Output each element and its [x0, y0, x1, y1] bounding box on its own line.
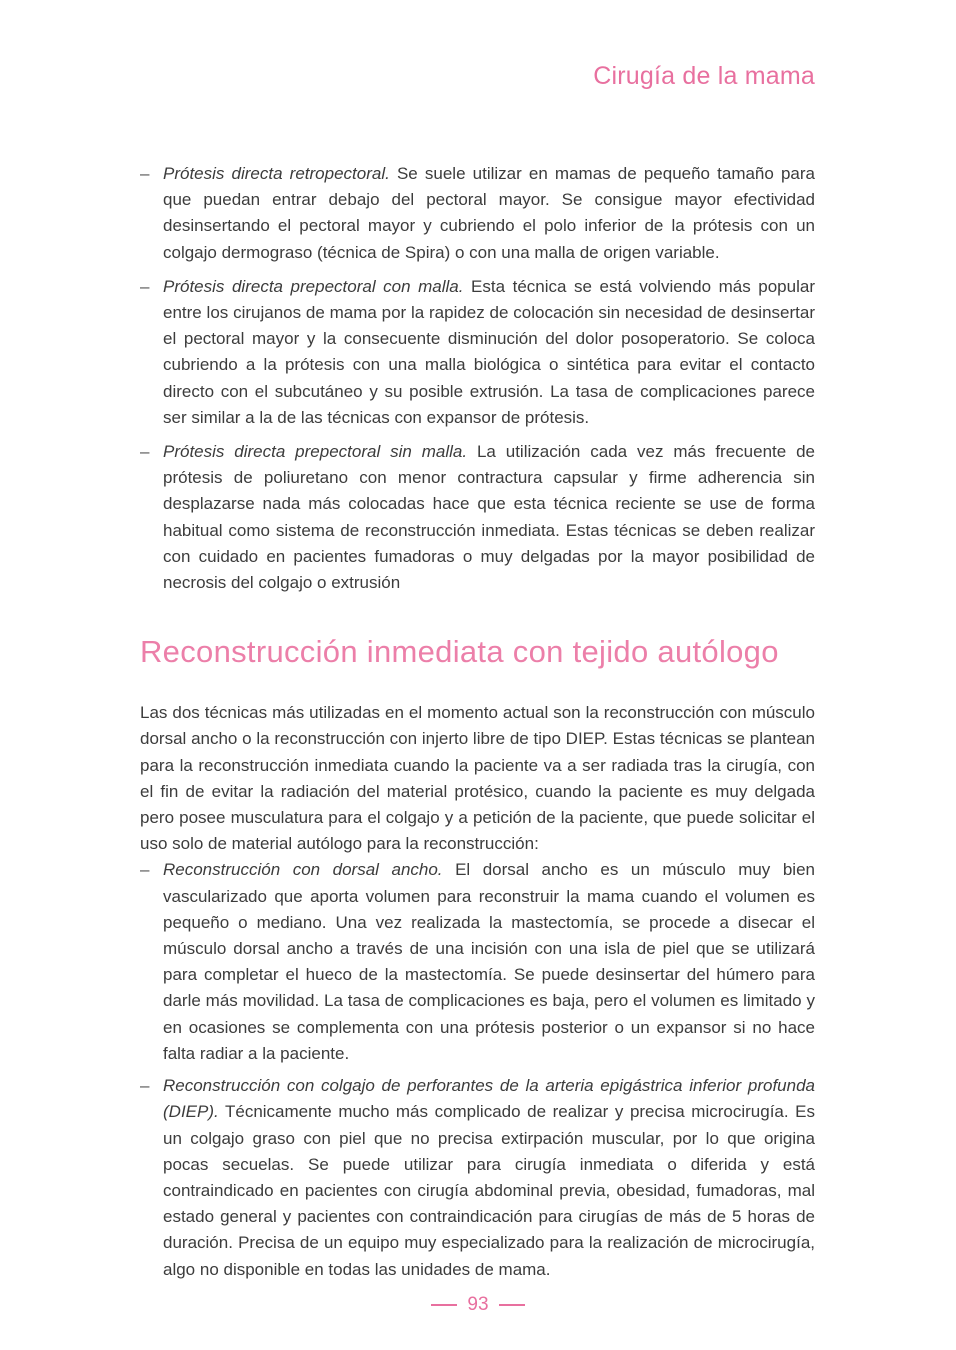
list-item	[140, 439, 815, 596]
section-intro: Las dos técnicas más utilizadas en el momento actual son la reconstrucción con músculo dorsal ancho o la reconstrucción con injerto libre de tipo DIEP. Estas técnicas se plantean para la reconstrucción inmediata cuando la paciente va a ser radiada tras la cirugía, con el fin de evitar la radiación del material protésico, cuando la paciente es muy delgada pero posee musculatura para el colgajo y a petición de la paciente, que puede solicitar el uso solo de material autólogo para la reconstrucción:	[140, 703, 815, 854]
page-body	[140, 161, 815, 1289]
bullet-term: Prótesis directa retropectoral.	[163, 164, 390, 183]
bullet-dash: –	[140, 276, 150, 296]
list-item	[140, 274, 815, 431]
bullet-term: Prótesis directa prepectoral con malla.	[163, 276, 464, 296]
bullet-text: La utilización cada vez más frecuente de prótesis de poliuretano con menor contractura capsular y firme adherencia sin desplazarse nada más colocadas hace que esta técnica reciente se use de forma habitual como sistema de reconstrucción inmediata. Estas técnicas se deben realizar con cuidado en pacientes fumadoras o muy delgadas por la mayor posibilidad de necrosis del colgajo o extrusión	[163, 442, 815, 593]
bullet-dash: –	[140, 860, 150, 880]
page-number-rule-left	[431, 1304, 457, 1306]
bullet-dash: –	[140, 442, 150, 462]
list-item	[140, 857, 815, 1067]
bullet-text: Se suele utilizar en mamas de pequeño tamaño para que puedan entrar debajo del pectoral mayor. Se consigue mayor efectividad desinsertando el pectoral mayor y cubriendo el polo inferior de la prótesis con un colgajo dermograso (técnica de Spira) o con una malla de origen variable.	[163, 164, 815, 262]
page-number-value: 93	[467, 1294, 489, 1315]
bullet-term: Reconstrucción con colgajo de perforantes de la arteria epigástrica inferior profunda (DIEP).	[163, 1076, 815, 1122]
running-header: Cirugía de la mama	[593, 62, 815, 90]
list-item	[140, 1073, 815, 1283]
bullet-text: El dorsal ancho es un músculo muy bien vascularizado que aporta volumen para reconstruir la mama cuando el volumen es pequeño o mediano. Una vez realizada la mastectomía, se procede a disecar el músculo dorsal ancho a través de una incisión con una isla de piel que se utilizará para completar el hueco de la mastectomía. Se puede desinsertar del húmero para darle más movilidad. La tasa de complicaciones es baja, pero el volumen es limitado y en ocasiones se complementa con una prótesis posterior o un expansor si no hace falta radiar a la paciente.	[163, 860, 815, 1063]
bullet-text: Esta técnica se está volviendo más popular entre los cirujanos de mama por la rapidez de colocación sin necesidad de desinsertar el pectoral mayor y la consecuente disminución del dolor posoperatorio. Se coloca cubriendo a la prótesis con una malla biológica o sintética para evitar el contacto directo con el subcutáneo y su posible extrusión. La tasa de complicaciones parece ser similar a la de las técnicas con expansor de prótesis.	[163, 276, 815, 427]
section-list	[140, 857, 815, 1282]
list-item	[140, 161, 815, 266]
bullet-text: Técnicamente mucho más complicado de realizar y precisa microcirugía. Es un colgajo graso con piel que no precisa extirpación muscular, por lo que origina pocas secuelas. Se puede utilizar para cirugía inmediata o diferida y está contraindicado en pacientes con cirugía abdominal previa, obesidad, fumadoras, mal estado general y pacientes con contraindicación para cirugías de más de 5 horas de duración. Precisa de un equipo muy especializado para la realización de microcirugía, algo no disponible en todas las unidades de mama.	[163, 1102, 815, 1279]
bullet-term: Reconstrucción con dorsal ancho.	[163, 860, 443, 880]
bullet-dash: –	[140, 1076, 150, 1096]
bullet-term: Prótesis directa prepectoral sin malla.	[163, 442, 468, 462]
page-number	[0, 1294, 956, 1316]
page-number-rule-right	[499, 1304, 525, 1306]
bullet-dash: –	[140, 164, 150, 183]
section-title: Reconstrucción inmediata con tejido autólogo	[140, 634, 779, 670]
